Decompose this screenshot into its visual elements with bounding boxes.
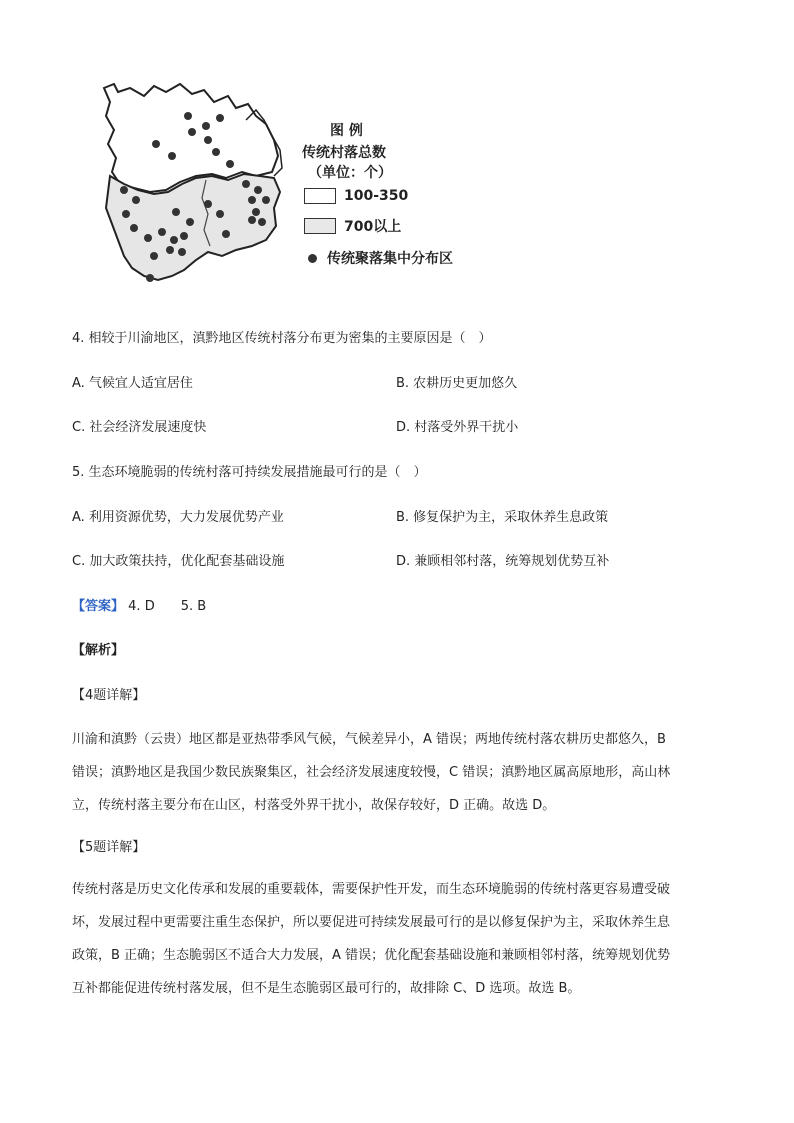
- detail-4-line: 立，传统村落主要分布在山区，村落受外界干扰小，故保存较好，D 正确。故选 D。: [72, 798, 556, 813]
- settlement-dot: [130, 224, 138, 232]
- question-5-stem: 5. 生态环境脆弱的传统村落可持续发展措施最可行的是（ ）: [72, 465, 427, 480]
- legend-item-high: [304, 216, 401, 236]
- detail-5-title: 【5题详解】: [72, 840, 146, 855]
- settlement-dot: [150, 252, 158, 260]
- legend-label: 100-350: [344, 188, 409, 204]
- settlement-dot: [202, 122, 210, 130]
- settlement-dot: [212, 148, 220, 156]
- settlement-dot: [242, 180, 250, 188]
- detail-4-title: 【4题详解】: [72, 688, 146, 703]
- legend-item-dot: [304, 248, 453, 268]
- question-4-stem: 4. 相较于川渝地区，滇黔地区传统村落分布更为密集的主要原因是（ ）: [72, 331, 492, 346]
- settlement-dot: [186, 218, 194, 226]
- detail-4-line: 川渝和滇黔（云贵）地区都是亚热带季风气候，气候差异小，A 错误；两地传统村落农耕历史都悠久，B: [72, 732, 666, 747]
- settlement-dot: [258, 218, 266, 226]
- detail-5-line: 传统村落是历史文化传承和发展的重要载体，需要保护性开发，而生态环境脆弱的传统村落更容易遭受破: [72, 882, 671, 897]
- settlement-dot: [184, 112, 192, 120]
- legend-dot-icon: [308, 254, 317, 263]
- legend-item-low: [304, 186, 408, 206]
- q4-option-d: D. 村落受外界干扰小: [396, 420, 519, 435]
- legend-swatch-gray: [304, 218, 336, 234]
- settlement-dot: [204, 200, 212, 208]
- legend-unit: （单位：个）: [308, 165, 392, 181]
- legend-subtitle: 传统村落总数: [302, 145, 386, 161]
- q5-option-a: A. 利用资源优势，大力发展优势产业: [72, 510, 284, 525]
- q5-option-d: D. 兼顾相邻村落，统筹规划优势互补: [396, 554, 610, 569]
- settlement-dot: [204, 136, 212, 144]
- settlement-dot: [166, 246, 174, 254]
- settlement-dot: [132, 196, 140, 204]
- settlement-dot: [144, 234, 152, 242]
- legend-label: 传统聚落集中分布区: [327, 251, 453, 267]
- settlement-dot: [158, 228, 166, 236]
- settlement-dot: [178, 248, 186, 256]
- answer-line: [72, 597, 206, 617]
- settlement-dot: [254, 186, 262, 194]
- detail-5-line: 互补都能促进传统村落发展，但不是生态脆弱区最可行的，故排除 C、D 选项。故选 B。: [72, 981, 581, 996]
- detail-5-body: [72, 873, 724, 1005]
- q4-option-b: B. 农耕历史更加悠久: [396, 376, 518, 391]
- settlement-dot: [226, 160, 234, 168]
- settlement-dot: [222, 230, 230, 238]
- settlement-dot: [172, 208, 180, 216]
- detail-5-line: 政策，B 正确；生态脆弱区不适合大力发展，A 错误；优化配套基础设施和兼顾相邻村落，统筹规划优势: [72, 948, 671, 963]
- analysis-tag: 【解析】: [72, 643, 125, 658]
- q4-option-c: C. 社会经济发展速度快: [72, 420, 207, 435]
- settlement-dot: [120, 186, 128, 194]
- settlement-dot: [262, 196, 270, 204]
- settlement-dot: [248, 216, 256, 224]
- q4-option-a: A. 气候宜人适宜居住: [72, 376, 193, 391]
- settlement-dot: [252, 208, 260, 216]
- answer-text: 4. D 5. B: [128, 599, 207, 614]
- legend-title: 图 例: [330, 123, 363, 139]
- legend-label: 700以上: [344, 219, 402, 235]
- settlement-dot: [248, 196, 256, 204]
- legend-swatch-white: [304, 188, 336, 204]
- detail-4-line: 错误；滇黔地区是我国少数民族聚集区，社会经济发展速度较慢，C 错误；滇黔地区属高原地形，高山林: [72, 765, 671, 780]
- settlement-dot: [170, 236, 178, 244]
- map-legend: [300, 118, 500, 278]
- settlement-dot: [152, 140, 160, 148]
- region-map: [96, 80, 296, 285]
- q5-option-b: B. 修复保护为主，采取休养生息政策: [396, 510, 609, 525]
- settlement-dot: [216, 114, 224, 122]
- settlement-dot: [122, 210, 130, 218]
- settlement-dot: [188, 128, 196, 136]
- detail-5-line: 坏，发展过程中更需要注重生态保护，所以要促进可持续发展最可行的是以修复保护为主，采取休养生息: [72, 915, 671, 930]
- settlement-dot: [216, 210, 224, 218]
- q5-option-c: C. 加大政策扶持，优化配套基础设施: [72, 554, 285, 569]
- settlement-dot: [180, 232, 188, 240]
- detail-4-body: [72, 723, 724, 822]
- settlement-dot: [168, 152, 176, 160]
- settlement-dot: [146, 274, 154, 282]
- answer-tag: 【答案】: [72, 599, 125, 614]
